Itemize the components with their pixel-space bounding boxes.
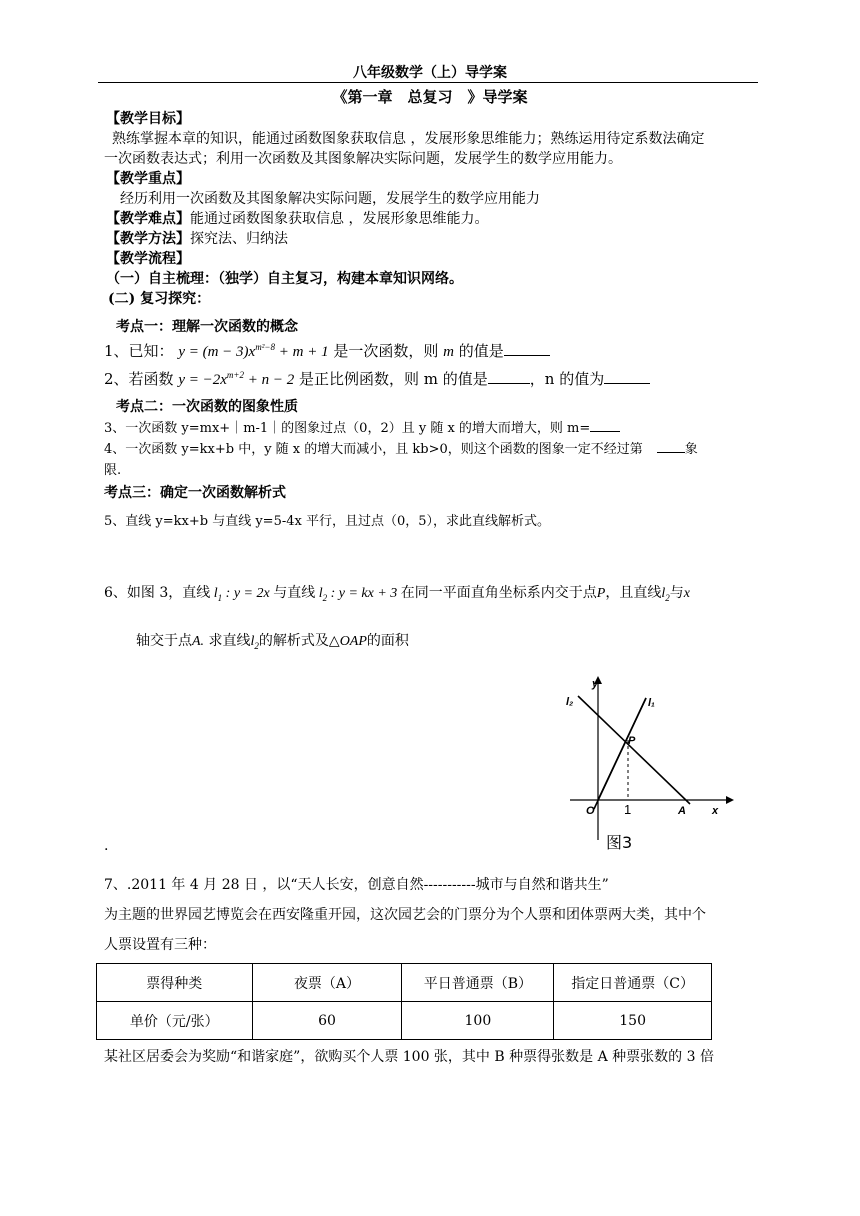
header-cell-type: 票得种类: [97, 964, 253, 1002]
q1-answer-blank[interactable]: [504, 343, 550, 356]
point2-heading: 考点二：一次函数的图象性质: [116, 399, 298, 415]
q2-answer-blank-n[interactable]: [604, 371, 650, 384]
q2-sep: ，n 的值为: [529, 370, 605, 388]
price-b: 100: [402, 1002, 554, 1040]
header-rule: [98, 82, 758, 83]
x-axis-arrow: [726, 796, 734, 804]
q6-oap: OAP: [339, 634, 367, 649]
page-title: 《第一章 总复习 》导学案: [332, 88, 528, 106]
q6-line2-end: 的解析式及△: [258, 633, 340, 649]
goal-label: 【教学目标】: [106, 111, 190, 127]
goal-text-2: 一次函数表达式；利用一次函数及其图象解决实际问题，发展学生的数学应用能力。: [104, 151, 622, 167]
label-l1: l₁: [648, 697, 655, 709]
difficulty-text: 能通过函数图象获取信息 ，发展形象思维能力。: [190, 211, 489, 227]
q6-x: x: [683, 586, 690, 601]
q1-var: m: [443, 344, 454, 360]
focus-label: 【教学重点】: [106, 171, 190, 187]
page-header: 八年级数学（上）导学案: [353, 65, 507, 81]
question-7-line1: 7、.2011 年 4 月 28 日 ，以“天人长安，创意自然-----------城市与自然和谐共生”: [104, 877, 609, 893]
q1-prefix: 1、已知：: [104, 342, 174, 360]
q6-mid1: 与直线: [273, 585, 316, 601]
header-cell-b: 平日普通票（B）: [402, 964, 554, 1002]
q6-line2-mid: 求直线: [208, 633, 251, 649]
row-label-price: 单价（元/张）: [97, 1002, 253, 1040]
stray-dot: .: [104, 838, 109, 854]
q6-l2-ref: $l_2$: [661, 586, 670, 603]
label-p: P: [628, 735, 636, 747]
difficulty-line: [106, 208, 488, 228]
q6-l2-ref2: $l_2$: [250, 634, 259, 651]
q4-answer-blank[interactable]: [657, 440, 685, 453]
q6-l1-eq: $l_1$ : y = 2x: [210, 586, 274, 603]
table-row: [97, 964, 712, 1002]
question-7-line3: 人票设置有三种：: [104, 937, 216, 953]
q6-pre: 6、如图 3，直线: [104, 585, 211, 601]
process-step-1: （一）自主梳理：（独学）自主复习，构建本章知识网络。: [106, 271, 463, 287]
q2-answer-blank-m[interactable]: [488, 371, 530, 384]
focus-text: 经历利用一次函数及其图象解决实际问题，发展学生的数学应用能力: [120, 191, 540, 207]
label-l2: l₂: [566, 696, 574, 708]
figure-caption: 图3: [606, 833, 633, 852]
method-line: [106, 228, 288, 248]
question-7-line4: 某社区居委会为奖励“和谐家庭”，欲购买个人票 100 张，其中 B 种票得张数是 A 种票张数的 3 倍: [104, 1049, 714, 1065]
label-1: 1: [624, 802, 632, 817]
q2-formula: $y = -2x^{m+2} + n - 2$: [178, 370, 295, 388]
method-text: 探究法、归纳法: [190, 231, 288, 247]
line-l2: [578, 696, 690, 804]
question-3: [104, 417, 620, 436]
q3-text: 3、一次函数 y=mx+｜m-1｜的图象过点（0，2）且 y 随 x 的增大而增大，则 m=: [104, 421, 591, 436]
price-a: 60: [252, 1002, 402, 1040]
difficulty-label: 【教学难点】: [106, 211, 190, 227]
header-cell-c: 指定日普通票（C）: [554, 964, 712, 1002]
q6-mid4: 与: [669, 585, 684, 601]
q6-line2-tail: 的面积: [366, 633, 409, 649]
method-label: 【教学方法】: [106, 231, 190, 247]
q6-point-p: P: [596, 586, 606, 601]
point3-heading: 考点三：确定一次函数解析式: [104, 485, 286, 501]
question-7-line2: 为主题的世界园艺博览会在西安隆重开园，这次园艺会的门票分为个人票和团体票两大类，其中个: [104, 907, 706, 923]
price-c: 150: [554, 1002, 712, 1040]
q4-tail: 象: [684, 442, 698, 457]
label-o: O: [586, 805, 595, 817]
q6-l2-eq: $l_2$ : y = kx + 3: [315, 586, 401, 603]
q1-end: 的值是: [458, 342, 504, 360]
question-5: 5、直线 y=kx+b 与直线 y=5-4x 平行，且过点（0，5），求此直线解析式。: [104, 514, 551, 529]
table-row: [97, 1002, 712, 1040]
question-4-line2: 限.: [104, 463, 122, 478]
q4-text: 4、一次函数 y=kx+b 中，y 随 x 的增大而减小，且 kb>0，则这个函数的图象一定不经过第: [104, 442, 643, 457]
label-y: y: [592, 678, 599, 690]
header-cell-a: 夜票（A）: [252, 964, 402, 1002]
q6-mid3: ，且直线: [605, 585, 662, 601]
process-label: 【教学流程】: [106, 251, 190, 267]
process-step-2: (二) 复习探究：: [108, 291, 211, 307]
q1-suffix: 是一次函数，则: [333, 342, 439, 360]
q1-formula: $y = (m - 3)x^{m^2-8} + m + 1$: [178, 342, 329, 360]
figure-3: [562, 668, 734, 854]
question-2: [104, 368, 650, 389]
question-6-line1: [104, 582, 690, 603]
question-4-line1: [104, 438, 698, 457]
q2-prefix: 2、若函数: [104, 370, 174, 388]
q2-mid: 是正比例函数，则 m 的值是: [299, 370, 488, 388]
ticket-price-table: [96, 963, 712, 1040]
goal-text-1: 熟练掌握本章的知识，能通过函数图象获取信息 ，发展形象思维能力；熟练运用待定系数法确定: [112, 131, 705, 147]
q6-a: A.: [192, 634, 205, 649]
point1-heading: 考点一：理解一次函数的概念: [116, 319, 298, 335]
label-a: A: [678, 805, 686, 817]
question-1: [104, 340, 550, 361]
q6-line2-pre: 轴交于点: [136, 633, 192, 649]
question-6-line2: [136, 630, 409, 651]
label-x: x: [712, 805, 719, 817]
q6-mid2: 在同一平面直角坐标系内交于点: [400, 585, 597, 601]
q3-answer-blank[interactable]: [590, 419, 620, 432]
